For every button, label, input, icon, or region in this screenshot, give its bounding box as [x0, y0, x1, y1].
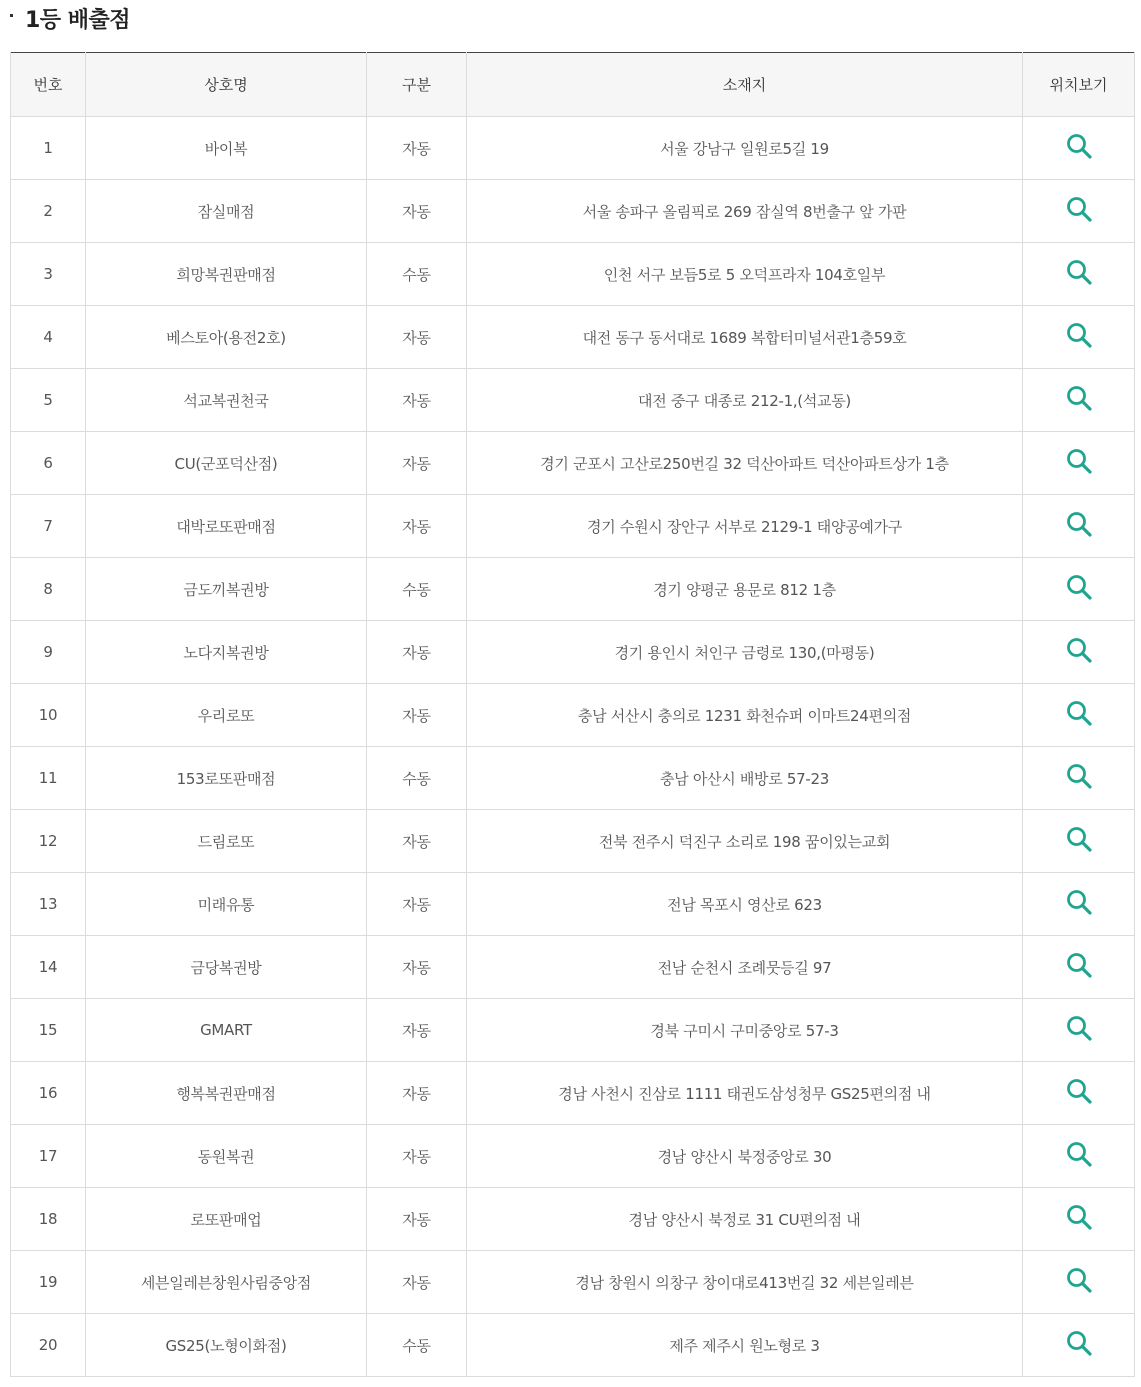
- cell-type: 수동: [367, 747, 467, 810]
- section-title: 1등 배출점: [25, 7, 130, 33]
- cell-address: 전남 목포시 영산로 623: [467, 873, 1023, 936]
- cell-number: 4: [11, 306, 86, 369]
- cell-address: 제주 제주시 원노형로 3: [467, 1314, 1023, 1377]
- cell-view-location: [1023, 1314, 1135, 1377]
- table-row: [11, 1314, 1135, 1377]
- cell-view-location: [1023, 117, 1135, 180]
- cell-view-location: [1023, 1062, 1135, 1125]
- view-location-button[interactable]: [1062, 761, 1096, 795]
- cell-view-location: [1023, 873, 1135, 936]
- view-location-button[interactable]: [1062, 950, 1096, 984]
- table-row: [11, 243, 1135, 306]
- view-location-button[interactable]: [1062, 698, 1096, 732]
- view-location-button[interactable]: [1062, 572, 1096, 606]
- view-location-button[interactable]: [1062, 1265, 1096, 1299]
- table-body: [11, 117, 1135, 1377]
- table-row: [11, 306, 1135, 369]
- cell-view-location: [1023, 936, 1135, 999]
- cell-address: 대전 동구 동서대로 1689 복합터미널서관1층59호: [467, 306, 1023, 369]
- cell-view-location: [1023, 1251, 1135, 1314]
- cell-address: 서울 강남구 일원로5길 19: [467, 117, 1023, 180]
- view-location-button[interactable]: [1062, 320, 1096, 354]
- cell-address: 인천 서구 보듬5로 5 오덕프라자 104호일부: [467, 243, 1023, 306]
- table-row: [11, 432, 1135, 495]
- cell-address: 경북 구미시 구미중앙로 57-3: [467, 999, 1023, 1062]
- cell-type: 자동: [367, 306, 467, 369]
- cell-number: 7: [11, 495, 86, 558]
- cell-type: 자동: [367, 495, 467, 558]
- cell-number: 14: [11, 936, 86, 999]
- search-icon: [1065, 1329, 1093, 1361]
- column-header-view-location: 위치보기: [1023, 53, 1135, 117]
- cell-store-name: 행복복권판매점: [86, 1062, 367, 1125]
- cell-view-location: [1023, 243, 1135, 306]
- cell-number: 8: [11, 558, 86, 621]
- table-row: [11, 999, 1135, 1062]
- table-row: [11, 810, 1135, 873]
- cell-type: 자동: [367, 369, 467, 432]
- cell-view-location: [1023, 810, 1135, 873]
- cell-store-name: 금당복권방: [86, 936, 367, 999]
- cell-number: 19: [11, 1251, 86, 1314]
- cell-store-name: 153로또판매점: [86, 747, 367, 810]
- cell-store-name: 베스토아(용전2호): [86, 306, 367, 369]
- view-location-button[interactable]: [1062, 887, 1096, 921]
- cell-view-location: [1023, 369, 1135, 432]
- search-icon: [1065, 384, 1093, 416]
- cell-store-name: 미래유통: [86, 873, 367, 936]
- cell-store-name: 석교복권천국: [86, 369, 367, 432]
- view-location-button[interactable]: [1062, 1328, 1096, 1362]
- cell-view-location: [1023, 1188, 1135, 1251]
- cell-address: 서울 송파구 올림픽로 269 잠실역 8번출구 앞 가판: [467, 180, 1023, 243]
- cell-address: 경기 군포시 고산로250번길 32 덕산아파트 덕산아파트상가 1층: [467, 432, 1023, 495]
- search-icon: [1065, 699, 1093, 731]
- table-row: [11, 369, 1135, 432]
- cell-store-name: 대박로또판매점: [86, 495, 367, 558]
- cell-store-name: 우리로또: [86, 684, 367, 747]
- view-location-button[interactable]: [1062, 257, 1096, 291]
- cell-view-location: [1023, 999, 1135, 1062]
- search-icon: [1065, 447, 1093, 479]
- cell-number: 11: [11, 747, 86, 810]
- cell-view-location: [1023, 621, 1135, 684]
- cell-view-location: [1023, 558, 1135, 621]
- cell-address: 경남 창원시 의창구 창이대로413번길 32 세븐일레븐: [467, 1251, 1023, 1314]
- search-icon: [1065, 258, 1093, 290]
- cell-type: 자동: [367, 684, 467, 747]
- search-icon: [1065, 825, 1093, 857]
- cell-type: 자동: [367, 873, 467, 936]
- cell-type: 자동: [367, 621, 467, 684]
- search-icon: [1065, 636, 1093, 668]
- table-row: [11, 558, 1135, 621]
- cell-type: 자동: [367, 180, 467, 243]
- cell-type: 자동: [367, 810, 467, 873]
- cell-number: 12: [11, 810, 86, 873]
- column-header-address: 소재지: [467, 53, 1023, 117]
- cell-view-location: [1023, 432, 1135, 495]
- search-icon: [1065, 1203, 1093, 1235]
- cell-address: 충남 서산시 충의로 1231 화천슈퍼 이마트24편의점: [467, 684, 1023, 747]
- table-row: [11, 747, 1135, 810]
- cell-number: 16: [11, 1062, 86, 1125]
- cell-store-name: 세븐일레븐창원사림중앙점: [86, 1251, 367, 1314]
- cell-view-location: [1023, 180, 1135, 243]
- view-location-button[interactable]: [1062, 383, 1096, 417]
- cell-address: 대전 중구 대종로 212-1,(석교동): [467, 369, 1023, 432]
- cell-store-name: 금도끼복권방: [86, 558, 367, 621]
- cell-number: 6: [11, 432, 86, 495]
- search-icon: [1065, 1266, 1093, 1298]
- cell-store-name: 동원복권: [86, 1125, 367, 1188]
- cell-store-name: 드림로또: [86, 810, 367, 873]
- search-icon: [1065, 1014, 1093, 1046]
- search-icon: [1065, 888, 1093, 920]
- cell-store-name: GMART: [86, 999, 367, 1062]
- cell-number: 9: [11, 621, 86, 684]
- cell-address: 경남 양산시 북정로 31 CU편의점 내: [467, 1188, 1023, 1251]
- cell-view-location: [1023, 306, 1135, 369]
- view-location-button[interactable]: [1062, 635, 1096, 669]
- table-header: [11, 53, 1135, 117]
- cell-type: 자동: [367, 117, 467, 180]
- search-icon: [1065, 132, 1093, 164]
- table-row: [11, 117, 1135, 180]
- cell-view-location: [1023, 684, 1135, 747]
- cell-type: 자동: [367, 936, 467, 999]
- cell-address: 경기 양평군 용문로 812 1층: [467, 558, 1023, 621]
- table-row: [11, 1125, 1135, 1188]
- view-location-button[interactable]: [1062, 1202, 1096, 1236]
- table-row: [11, 936, 1135, 999]
- table-row: [11, 180, 1135, 243]
- winning-stores-table: [10, 52, 1135, 1377]
- cell-store-name: 잠실매점: [86, 180, 367, 243]
- table-row: [11, 621, 1135, 684]
- cell-store-name: 희망복권판매점: [86, 243, 367, 306]
- cell-number: 18: [11, 1188, 86, 1251]
- column-header-number: 번호: [11, 53, 86, 117]
- section-header: [10, 0, 130, 36]
- search-icon: [1065, 762, 1093, 794]
- search-icon: [1065, 573, 1093, 605]
- cell-address: 경기 용인시 처인구 금령로 130,(마평동): [467, 621, 1023, 684]
- cell-number: 17: [11, 1125, 86, 1188]
- cell-type: 수동: [367, 558, 467, 621]
- cell-type: 자동: [367, 432, 467, 495]
- cell-address: 충남 아산시 배방로 57-23: [467, 747, 1023, 810]
- table-row: [11, 1188, 1135, 1251]
- cell-type: 자동: [367, 1188, 467, 1251]
- search-icon: [1065, 321, 1093, 353]
- cell-view-location: [1023, 495, 1135, 558]
- search-icon: [1065, 195, 1093, 227]
- view-location-button[interactable]: [1062, 131, 1096, 165]
- view-location-button[interactable]: [1062, 509, 1096, 543]
- cell-number: 1: [11, 117, 86, 180]
- cell-store-name: 바이복: [86, 117, 367, 180]
- table-row: [11, 873, 1135, 936]
- view-location-button[interactable]: [1062, 446, 1096, 480]
- search-icon: [1065, 1140, 1093, 1172]
- cell-store-name: CU(군포덕산점): [86, 432, 367, 495]
- search-icon: [1065, 951, 1093, 983]
- cell-address: 경기 수원시 장안구 서부로 2129-1 태양공예가구: [467, 495, 1023, 558]
- cell-number: 5: [11, 369, 86, 432]
- cell-type: 자동: [367, 999, 467, 1062]
- search-icon: [1065, 510, 1093, 542]
- view-location-button[interactable]: [1062, 1076, 1096, 1110]
- table-row: [11, 1251, 1135, 1314]
- cell-type: 자동: [367, 1062, 467, 1125]
- cell-type: 자동: [367, 1251, 467, 1314]
- cell-number: 15: [11, 999, 86, 1062]
- header-row: [11, 53, 1135, 117]
- view-location-button[interactable]: [1062, 194, 1096, 228]
- cell-number: 10: [11, 684, 86, 747]
- search-icon: [1065, 1077, 1093, 1109]
- view-location-button[interactable]: [1062, 1139, 1096, 1173]
- column-header-store-name: 상호명: [86, 53, 367, 117]
- view-location-button[interactable]: [1062, 1013, 1096, 1047]
- cell-type: 수동: [367, 1314, 467, 1377]
- cell-number: 2: [11, 180, 86, 243]
- cell-address: 경남 사천시 진삼로 1111 태권도삼성청무 GS25편의점 내: [467, 1062, 1023, 1125]
- table-row: [11, 684, 1135, 747]
- cell-store-name: GS25(노형이화점): [86, 1314, 367, 1377]
- bullet-icon: [10, 14, 13, 17]
- cell-address: 전북 전주시 덕진구 소리로 198 꿈이있는교회: [467, 810, 1023, 873]
- cell-number: 13: [11, 873, 86, 936]
- cell-type: 자동: [367, 1125, 467, 1188]
- cell-view-location: [1023, 747, 1135, 810]
- cell-view-location: [1023, 1125, 1135, 1188]
- view-location-button[interactable]: [1062, 824, 1096, 858]
- cell-address: 전남 순천시 조례뭇등길 97: [467, 936, 1023, 999]
- column-header-type: 구분: [367, 53, 467, 117]
- table-row: [11, 495, 1135, 558]
- cell-number: 20: [11, 1314, 86, 1377]
- cell-address: 경남 양산시 북정중앙로 30: [467, 1125, 1023, 1188]
- table-row: [11, 1062, 1135, 1125]
- cell-store-name: 로또판매업: [86, 1188, 367, 1251]
- cell-type: 수동: [367, 243, 467, 306]
- cell-store-name: 노다지복권방: [86, 621, 367, 684]
- cell-number: 3: [11, 243, 86, 306]
